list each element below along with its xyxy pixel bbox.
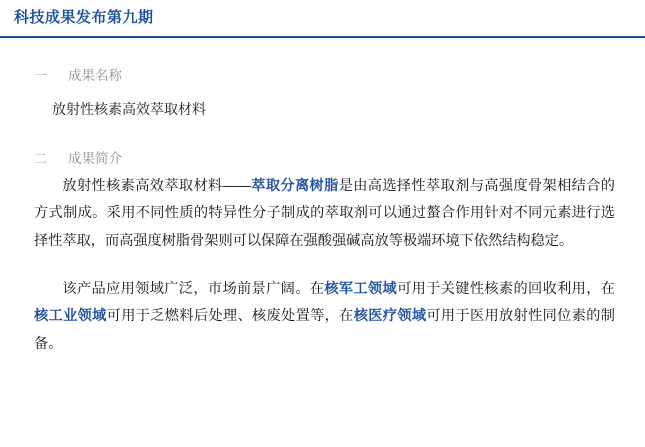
page-title: 科技成果发布第九期 bbox=[14, 9, 154, 26]
section-number: 二 bbox=[34, 150, 48, 166]
result-name-value: 放射性核素高效萃取材料 bbox=[52, 101, 206, 117]
paragraph-2-part-4: 可用于医用放射性同位素的制备。 bbox=[34, 308, 615, 353]
paragraph-2-part-2: 可用于关键性核素的回收利用，在 bbox=[397, 280, 615, 297]
section-number: 一 bbox=[34, 68, 48, 83]
paragraph-application bbox=[34, 276, 615, 359]
section-label: 成果名称 bbox=[68, 68, 122, 83]
paragraph-2-highlight-1: 核军工领域 bbox=[324, 280, 398, 297]
section-label: 成果简介 bbox=[68, 150, 122, 166]
paragraph-intro bbox=[34, 173, 615, 256]
paragraph-2-part-1: 该产品应用领域广泛，市场前景广阔。在 bbox=[62, 280, 325, 297]
paragraph-2-highlight-3: 核医疗领域 bbox=[353, 308, 427, 325]
document-header bbox=[0, 0, 645, 38]
paragraph-1-part-2: 是由高选择性萃取剂与高强度骨架相结合的方式制成。采用不同性质的特异性分子制成的萃取剂可以通过螯合作用针对不同元素进行选择性萃取，而高强度树脂骨架则可以保障在强酸强碱高放等极端环境下依然结构稳定。 bbox=[34, 177, 615, 250]
section-heading-result-name bbox=[34, 64, 615, 84]
paragraph-1-part-1: 放射性核素高效萃取材料—— bbox=[62, 177, 251, 194]
paragraph-1-highlight-1: 萃取分离树脂 bbox=[250, 177, 339, 194]
paragraph-2-part-3: 可用于乏燃料后处理、核废处置等，在 bbox=[106, 308, 354, 325]
section-heading-result-intro bbox=[34, 147, 615, 167]
paragraph-2-highlight-2: 核工业领域 bbox=[34, 308, 107, 325]
document-content bbox=[0, 64, 645, 359]
